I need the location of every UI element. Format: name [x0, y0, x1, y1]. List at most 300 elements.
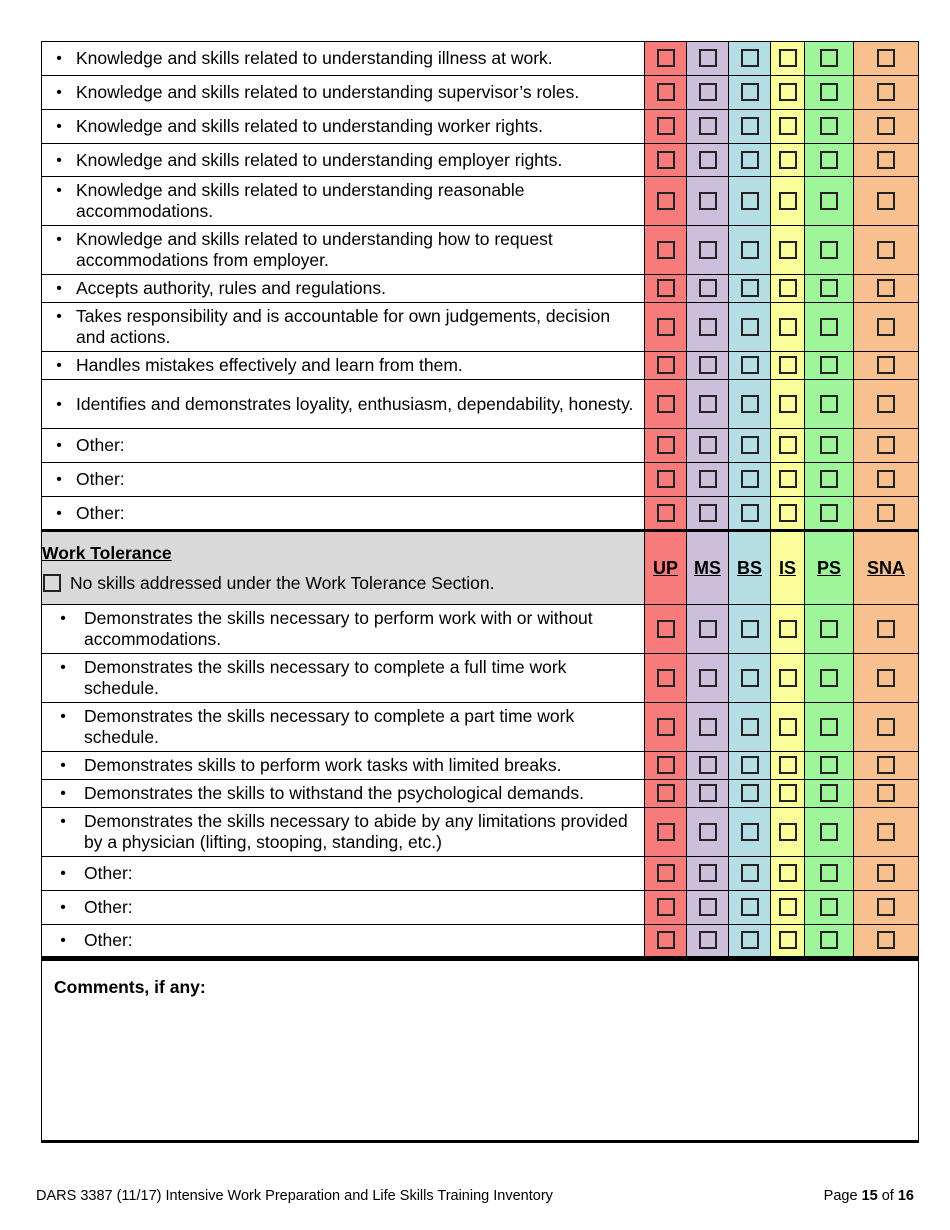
rating-cell-bs — [729, 303, 771, 352]
checkbox-is[interactable] — [779, 117, 797, 135]
checkbox-ps[interactable] — [820, 192, 838, 210]
checkbox-sna[interactable] — [877, 756, 895, 774]
rating-cell-up — [645, 463, 687, 497]
skill-description — [42, 429, 645, 463]
rating-cell-ps — [805, 110, 854, 144]
checkbox-ms[interactable] — [699, 718, 717, 736]
checkbox-up[interactable] — [657, 718, 675, 736]
bullet-icon: • — [56, 84, 62, 101]
rating-cell-up — [645, 605, 687, 654]
checkbox-up[interactable] — [657, 620, 675, 638]
checkbox-bs[interactable] — [741, 241, 759, 259]
page-number: Page 15 of 16 — [823, 1188, 914, 1204]
rating-cell-sna — [854, 605, 919, 654]
checkbox-ms[interactable] — [699, 151, 717, 169]
bullet-icon: • — [60, 757, 66, 774]
rating-cell-sna — [854, 654, 919, 703]
checkbox-bs[interactable] — [741, 356, 759, 374]
rating-cell-up — [645, 42, 687, 76]
checkbox-ms[interactable] — [699, 669, 717, 687]
rating-cell-ms — [687, 857, 729, 891]
checkbox-ps[interactable] — [820, 756, 838, 774]
rating-cell-bs — [729, 925, 771, 959]
rating-cell-ms — [687, 780, 729, 808]
page-footer — [36, 1188, 914, 1204]
skill-text: Knowledge and skills related to understanding illness at work. — [76, 48, 553, 68]
checkbox-sna[interactable] — [877, 931, 895, 949]
checkbox-sna[interactable] — [877, 83, 895, 101]
rating-cell-bs — [729, 463, 771, 497]
rating-cell-ps — [805, 497, 854, 531]
rating-cell-ms — [687, 429, 729, 463]
rating-cell-is — [771, 42, 805, 76]
checkbox-ms[interactable] — [699, 279, 717, 297]
checkbox-ps[interactable] — [820, 620, 838, 638]
checkbox-is[interactable] — [779, 318, 797, 336]
checkbox-sna[interactable] — [877, 864, 895, 882]
checkbox-is[interactable] — [779, 395, 797, 413]
table-row — [42, 780, 919, 808]
checkbox-bs[interactable] — [741, 864, 759, 882]
skill-text: Other: — [84, 930, 133, 950]
checkbox-sna[interactable] — [877, 356, 895, 374]
skill-text: Handles mistakes effectively and learn from them. — [76, 355, 463, 375]
checkbox-ps[interactable] — [820, 470, 838, 488]
rating-cell-bs — [729, 605, 771, 654]
checkbox-sna[interactable] — [877, 784, 895, 802]
checkbox-bs[interactable] — [741, 436, 759, 454]
checkbox-sna[interactable] — [877, 669, 895, 687]
checkbox-ps[interactable] — [820, 931, 838, 949]
bullet-icon: • — [56, 280, 62, 297]
checkbox-ps[interactable] — [820, 898, 838, 916]
checkbox-ms[interactable] — [699, 504, 717, 522]
rating-cell-sna — [854, 76, 919, 110]
rating-cell-up — [645, 925, 687, 959]
rating-cell-ps — [805, 380, 854, 429]
checkbox-ps[interactable] — [820, 241, 838, 259]
rating-cell-sna — [854, 752, 919, 780]
rating-cell-ps — [805, 76, 854, 110]
checkbox-ps[interactable] — [820, 784, 838, 802]
skill-text: Identifies and demonstrates loyality, enthusiasm, dependability, honesty. — [76, 393, 634, 414]
rating-cell-bs — [729, 76, 771, 110]
rating-cell-bs — [729, 891, 771, 925]
checkbox-up[interactable] — [657, 356, 675, 374]
rating-cell-ps — [805, 303, 854, 352]
checkbox-up[interactable] — [657, 504, 675, 522]
rating-cell-bs — [729, 429, 771, 463]
rating-cell-ms — [687, 752, 729, 780]
rating-cell-bs — [729, 275, 771, 303]
rating-cell-sna — [854, 429, 919, 463]
comments-label: Comments, if any: — [54, 977, 206, 997]
rating-cell-is — [771, 463, 805, 497]
rating-cell-is — [771, 808, 805, 857]
checkbox-ms[interactable] — [699, 395, 717, 413]
checkbox-bs[interactable] — [741, 395, 759, 413]
rating-cell-ms — [687, 808, 729, 857]
rating-cell-up — [645, 177, 687, 226]
header-ps: PS — [805, 531, 854, 605]
checkbox-up[interactable] — [657, 669, 675, 687]
rating-cell-bs — [729, 497, 771, 531]
table-row — [42, 177, 919, 226]
checkbox-sna[interactable] — [877, 718, 895, 736]
rating-cell-is — [771, 857, 805, 891]
table-row — [42, 303, 919, 352]
checkbox-ps[interactable] — [820, 823, 838, 841]
rating-cell-sna — [854, 303, 919, 352]
checkbox-is[interactable] — [779, 83, 797, 101]
skill-text: Takes responsibility and is accountable for own judgements, decision and actions. — [76, 306, 611, 347]
rating-cell-is — [771, 275, 805, 303]
skill-description — [42, 497, 645, 531]
table-row — [42, 808, 919, 857]
form-id: DARS 3387 (11/17) Intensive Work Preparation and Life Skills Training Inventory — [36, 1188, 553, 1204]
checkbox-up[interactable] — [657, 931, 675, 949]
skill-description — [42, 808, 645, 857]
rating-cell-sna — [854, 780, 919, 808]
skill-description — [42, 654, 645, 703]
rating-cell-ps — [805, 42, 854, 76]
table-row — [42, 654, 919, 703]
checkbox-bs[interactable] — [741, 756, 759, 774]
checkbox-up[interactable] — [657, 279, 675, 297]
rating-cell-bs — [729, 226, 771, 275]
checkbox-is[interactable] — [779, 151, 797, 169]
checkbox-sna[interactable] — [877, 49, 895, 67]
rating-cell-ps — [805, 463, 854, 497]
skill-description — [42, 226, 645, 275]
checkbox-bs[interactable] — [741, 279, 759, 297]
rating-cell-sna — [854, 891, 919, 925]
rating-cell-is — [771, 380, 805, 429]
checkbox-sna[interactable] — [877, 823, 895, 841]
checkbox-bs[interactable] — [741, 931, 759, 949]
checkbox-bs[interactable] — [741, 669, 759, 687]
rating-cell-ps — [805, 925, 854, 959]
checkbox-ps[interactable] — [820, 83, 838, 101]
checkbox-bs[interactable] — [741, 318, 759, 336]
rating-cell-up — [645, 654, 687, 703]
checkbox-ps[interactable] — [820, 318, 838, 336]
checkbox-up[interactable] — [657, 864, 675, 882]
checkbox-ms[interactable] — [699, 83, 717, 101]
checkbox-bs[interactable] — [741, 470, 759, 488]
checkbox-ps[interactable] — [820, 504, 838, 522]
rating-cell-is — [771, 352, 805, 380]
skill-text: Knowledge and skills related to understanding supervisor’s roles. — [76, 82, 580, 102]
rating-cell-bs — [729, 703, 771, 752]
bullet-icon: • — [60, 932, 66, 949]
rating-cell-up — [645, 144, 687, 177]
checkbox-ps[interactable] — [820, 117, 838, 135]
checkbox-up[interactable] — [657, 898, 675, 916]
skill-description — [42, 925, 645, 959]
checkbox-sna[interactable] — [877, 436, 895, 454]
skill-text: Other: — [76, 435, 125, 455]
bullet-icon: • — [56, 471, 62, 488]
checkbox-is[interactable] — [779, 436, 797, 454]
checkbox-ps[interactable] — [820, 49, 838, 67]
checkbox-is[interactable] — [779, 504, 797, 522]
checkbox-is[interactable] — [779, 620, 797, 638]
checkbox-sna[interactable] — [877, 395, 895, 413]
rating-cell-ps — [805, 703, 854, 752]
checkbox-bs[interactable] — [741, 83, 759, 101]
checkbox-ps[interactable] — [820, 356, 838, 374]
checkbox-is[interactable] — [779, 669, 797, 687]
rating-cell-is — [771, 303, 805, 352]
rating-cell-is — [771, 429, 805, 463]
bullet-icon: • — [56, 308, 62, 325]
table-row — [42, 857, 919, 891]
checkbox-bs[interactable] — [741, 117, 759, 135]
checkbox-is[interactable] — [779, 864, 797, 882]
comments-row — [42, 959, 919, 1142]
checkbox-ps[interactable] — [820, 436, 838, 454]
checkbox-ps[interactable] — [820, 669, 838, 687]
checkbox-bs[interactable] — [741, 151, 759, 169]
rating-cell-is — [771, 497, 805, 531]
bullet-icon: • — [56, 151, 62, 169]
checkbox-up[interactable] — [657, 49, 675, 67]
checkbox-up[interactable] — [657, 470, 675, 488]
checkbox-sna[interactable] — [877, 241, 895, 259]
checkbox-ms[interactable] — [699, 784, 717, 802]
rating-cell-ms — [687, 177, 729, 226]
rating-cell-bs — [729, 380, 771, 429]
checkbox-ps[interactable] — [820, 718, 838, 736]
section-header-row — [42, 531, 919, 605]
checkbox-ps[interactable] — [820, 279, 838, 297]
rating-cell-is — [771, 780, 805, 808]
checkbox-up[interactable] — [657, 151, 675, 169]
checkbox-ms[interactable] — [699, 931, 717, 949]
skill-description — [42, 780, 645, 808]
skill-text: Knowledge and skills related to understanding employer rights. — [76, 149, 563, 170]
section-title: Work Tolerance — [42, 542, 172, 563]
rating-cell-up — [645, 703, 687, 752]
checkbox-is[interactable] — [779, 823, 797, 841]
checkbox-bs[interactable] — [741, 823, 759, 841]
checkbox-bs[interactable] — [741, 504, 759, 522]
rating-cell-ps — [805, 808, 854, 857]
rating-cell-up — [645, 429, 687, 463]
checkbox-up[interactable] — [657, 756, 675, 774]
checkbox-ms[interactable] — [699, 436, 717, 454]
checkbox-bs[interactable] — [741, 898, 759, 916]
checkbox-up[interactable] — [657, 83, 675, 101]
header-is: IS — [771, 531, 805, 605]
rating-cell-up — [645, 380, 687, 429]
rating-cell-is — [771, 891, 805, 925]
checkbox-sna[interactable] — [877, 898, 895, 916]
rating-cell-bs — [729, 110, 771, 144]
bullet-icon: • — [60, 813, 66, 830]
checkbox-up[interactable] — [657, 241, 675, 259]
bullet-icon: • — [56, 50, 62, 67]
checkbox-ms[interactable] — [699, 192, 717, 210]
rating-cell-ms — [687, 891, 729, 925]
checkbox-is[interactable] — [779, 356, 797, 374]
checkbox-bs[interactable] — [741, 49, 759, 67]
checkbox-bs[interactable] — [741, 192, 759, 210]
rating-cell-sna — [854, 925, 919, 959]
rating-cell-sna — [854, 352, 919, 380]
rating-cell-sna — [854, 177, 919, 226]
rating-cell-sna — [854, 226, 919, 275]
checkbox-bs[interactable] — [741, 620, 759, 638]
checkbox-sna[interactable] — [877, 470, 895, 488]
rating-cell-sna — [854, 42, 919, 76]
bullet-icon: • — [56, 182, 62, 199]
rating-cell-up — [645, 808, 687, 857]
checkbox-is[interactable] — [779, 931, 797, 949]
checkbox-ms[interactable] — [699, 756, 717, 774]
skill-description — [42, 303, 645, 352]
checkbox-sna[interactable] — [877, 192, 895, 210]
skill-description — [42, 352, 645, 380]
checkbox-is[interactable] — [779, 241, 797, 259]
checkbox-bs[interactable] — [741, 718, 759, 736]
checkbox-up[interactable] — [657, 318, 675, 336]
checkbox-ms[interactable] — [699, 49, 717, 67]
rating-cell-sna — [854, 275, 919, 303]
rating-cell-up — [645, 226, 687, 275]
bullet-icon: • — [60, 899, 66, 916]
checkbox-ms[interactable] — [699, 898, 717, 916]
rating-cell-bs — [729, 780, 771, 808]
skill-text: Other: — [84, 897, 133, 917]
checkbox-ms[interactable] — [699, 356, 717, 374]
checkbox-sna[interactable] — [877, 504, 895, 522]
skill-text: Demonstrates the skills necessary to complete a full time work schedule. — [84, 657, 567, 698]
rating-cell-is — [771, 76, 805, 110]
checkbox-up[interactable] — [657, 192, 675, 210]
skill-description — [42, 463, 645, 497]
skill-description — [42, 42, 645, 76]
checkbox-sna[interactable] — [877, 318, 895, 336]
checkbox-up[interactable] — [657, 436, 675, 454]
checkbox-bs[interactable] — [741, 784, 759, 802]
checkbox-ps[interactable] — [820, 151, 838, 169]
bullet-icon: • — [60, 785, 66, 802]
rating-cell-sna — [854, 380, 919, 429]
rating-cell-sna — [854, 808, 919, 857]
rating-cell-ms — [687, 42, 729, 76]
skill-text: Demonstrates the skills necessary to complete a part time work schedule. — [84, 706, 575, 747]
rating-cell-ms — [687, 605, 729, 654]
rating-cell-up — [645, 275, 687, 303]
checkbox-up[interactable] — [657, 784, 675, 802]
no-skills-checkbox[interactable] — [43, 574, 61, 592]
checkbox-sna[interactable] — [877, 117, 895, 135]
skill-text: Demonstrates the skills necessary to abide by any limitations provided by a physician (lifting, stooping, standing, etc.) — [84, 811, 628, 852]
header-ms: MS — [687, 531, 729, 605]
rating-cell-ps — [805, 752, 854, 780]
checkbox-up[interactable] — [657, 823, 675, 841]
checkbox-sna[interactable] — [877, 620, 895, 638]
rating-cell-bs — [729, 752, 771, 780]
bullet-icon: • — [56, 395, 62, 413]
table-row — [42, 380, 919, 429]
checkbox-sna[interactable] — [877, 151, 895, 169]
comments-box[interactable] — [42, 959, 919, 1142]
checkbox-ms[interactable] — [699, 117, 717, 135]
skill-text: Demonstrates skills to perform work tasks with limited breaks. — [84, 755, 562, 775]
rating-cell-bs — [729, 857, 771, 891]
rating-cell-ps — [805, 177, 854, 226]
rating-cell-up — [645, 891, 687, 925]
header-up: UP — [645, 531, 687, 605]
checkbox-ms[interactable] — [699, 620, 717, 638]
checkbox-ps[interactable] — [820, 864, 838, 882]
rating-cell-up — [645, 303, 687, 352]
skill-description — [42, 380, 645, 429]
checkbox-up[interactable] — [657, 117, 675, 135]
checkbox-ms[interactable] — [699, 318, 717, 336]
checkbox-ms[interactable] — [699, 823, 717, 841]
rating-cell-ms — [687, 925, 729, 959]
checkbox-is[interactable] — [779, 756, 797, 774]
checkbox-is[interactable] — [779, 470, 797, 488]
rating-cell-up — [645, 76, 687, 110]
skill-description — [42, 891, 645, 925]
table-row — [42, 703, 919, 752]
table-row — [42, 76, 919, 110]
rating-cell-ps — [805, 605, 854, 654]
checkbox-is[interactable] — [779, 898, 797, 916]
skill-description — [42, 144, 645, 177]
rating-cell-up — [645, 780, 687, 808]
checkbox-ms[interactable] — [699, 864, 717, 882]
checkbox-ps[interactable] — [820, 395, 838, 413]
rating-cell-sna — [854, 463, 919, 497]
rating-cell-is — [771, 654, 805, 703]
checkbox-is[interactable] — [779, 192, 797, 210]
checkbox-is[interactable] — [779, 784, 797, 802]
table-row — [42, 752, 919, 780]
checkbox-is[interactable] — [779, 279, 797, 297]
table-row — [42, 275, 919, 303]
skill-text: Other: — [84, 863, 133, 883]
rating-cell-ms — [687, 463, 729, 497]
rating-cell-is — [771, 177, 805, 226]
skill-text: Accepts authority, rules and regulations. — [76, 278, 386, 298]
checkbox-ms[interactable] — [699, 241, 717, 259]
checkbox-sna[interactable] — [877, 279, 895, 297]
skill-description — [42, 752, 645, 780]
skill-description — [42, 275, 645, 303]
skill-description — [42, 703, 645, 752]
checkbox-is[interactable] — [779, 718, 797, 736]
rating-cell-bs — [729, 808, 771, 857]
checkbox-up[interactable] — [657, 395, 675, 413]
bullet-icon: • — [56, 504, 62, 522]
no-skills-label: No skills addressed under the Work Tolerance Section. — [70, 572, 495, 593]
checkbox-is[interactable] — [779, 49, 797, 67]
skill-description — [42, 605, 645, 654]
checkbox-ms[interactable] — [699, 470, 717, 488]
rating-cell-ps — [805, 144, 854, 177]
table-row — [42, 497, 919, 531]
skill-text: Other: — [76, 469, 125, 489]
rating-cell-ps — [805, 226, 854, 275]
rating-cell-up — [645, 752, 687, 780]
rating-cell-is — [771, 110, 805, 144]
